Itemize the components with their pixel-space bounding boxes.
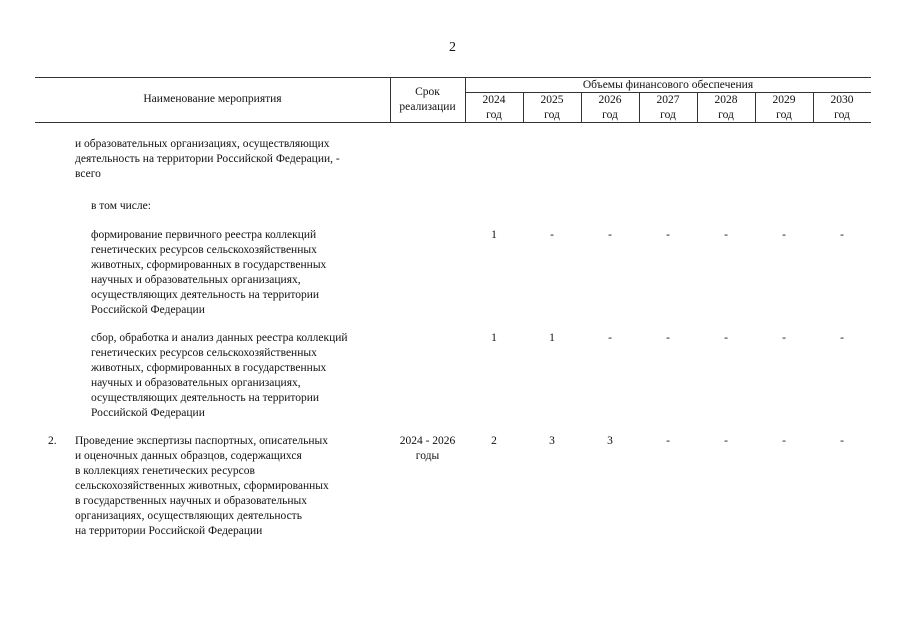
- value-2026: -: [608, 332, 612, 344]
- value-2024: 1: [491, 229, 497, 241]
- header-funding-label: Объемы финансового обеспечения: [582, 79, 754, 91]
- row-data-collection-values: [0, 331, 905, 346]
- value-2029: -: [782, 435, 786, 447]
- value-2027: -: [666, 435, 670, 447]
- value-2028: -: [724, 229, 728, 241]
- header-year-2028: 2028 год: [714, 94, 738, 121]
- header-year-2026: 2026 год: [598, 94, 622, 121]
- header-year-2029: 2029 год: [772, 94, 796, 121]
- row-continuation-text: и образовательных организациях, осуществляющих деятельность на территории Российской Федерации, - всего: [75, 138, 340, 180]
- value-2024: 1: [491, 332, 497, 344]
- header-term-label: Срок реализации: [399, 86, 456, 113]
- value-2030: -: [840, 332, 844, 344]
- value-2029: -: [782, 332, 786, 344]
- row-primary-registry-values: [0, 228, 905, 243]
- value-2025: 1: [549, 332, 555, 344]
- value-2025: -: [550, 229, 554, 241]
- header-year-2030: 2030 год: [830, 94, 854, 121]
- row-expertise-values: [0, 434, 905, 449]
- header-name-label: Наименование мероприятия: [143, 93, 282, 105]
- row-expertise-term: 2024 - 2026 годы: [399, 435, 456, 462]
- row-primary-registry-text: формирование первичного реестра коллекций генетических ресурсов сельскохозяйственных животных, сформированных в государственных научных и образовательных организациях, осуществляющих деятельность на территории Российской Федерации: [91, 229, 327, 316]
- value-2030: -: [840, 229, 844, 241]
- value-2028: -: [724, 332, 728, 344]
- header-year-2027: 2027 год: [656, 94, 680, 121]
- value-2026: 3: [607, 435, 613, 447]
- value-2027: -: [666, 332, 670, 344]
- value-2026: -: [608, 229, 612, 241]
- row-data-collection-text: сбор, обработка и анализ данных реестра коллекций генетических ресурсов сельскохозяйственных животных, сформированных в государственных научных и образовательных организациях, осуществляющих деятельность на территории Российской Федерации: [91, 332, 348, 419]
- page-number: 2: [449, 40, 456, 55]
- header-year-2025: 2025 год: [540, 94, 564, 121]
- value-2027: -: [666, 229, 670, 241]
- value-2028: -: [724, 435, 728, 447]
- value-2030: -: [840, 435, 844, 447]
- row-item-number: 2.: [48, 435, 57, 447]
- value-2024: 2: [491, 435, 497, 447]
- value-2025: 3: [549, 435, 555, 447]
- row-subheading-text: в том числе:: [91, 200, 151, 212]
- row-expertise-text: Проведение экспертизы паспортных, описательных и оценочных данных образцов, содержащихся в коллекциях генетических ресурсов сельскохозяйственных животных, сформированных в государственных научных и образовательных организациях, осуществляющих деятельность на территории Российской Федерации: [75, 435, 329, 537]
- value-2029: -: [782, 229, 786, 241]
- header-year-2024: 2024 год: [482, 94, 506, 121]
